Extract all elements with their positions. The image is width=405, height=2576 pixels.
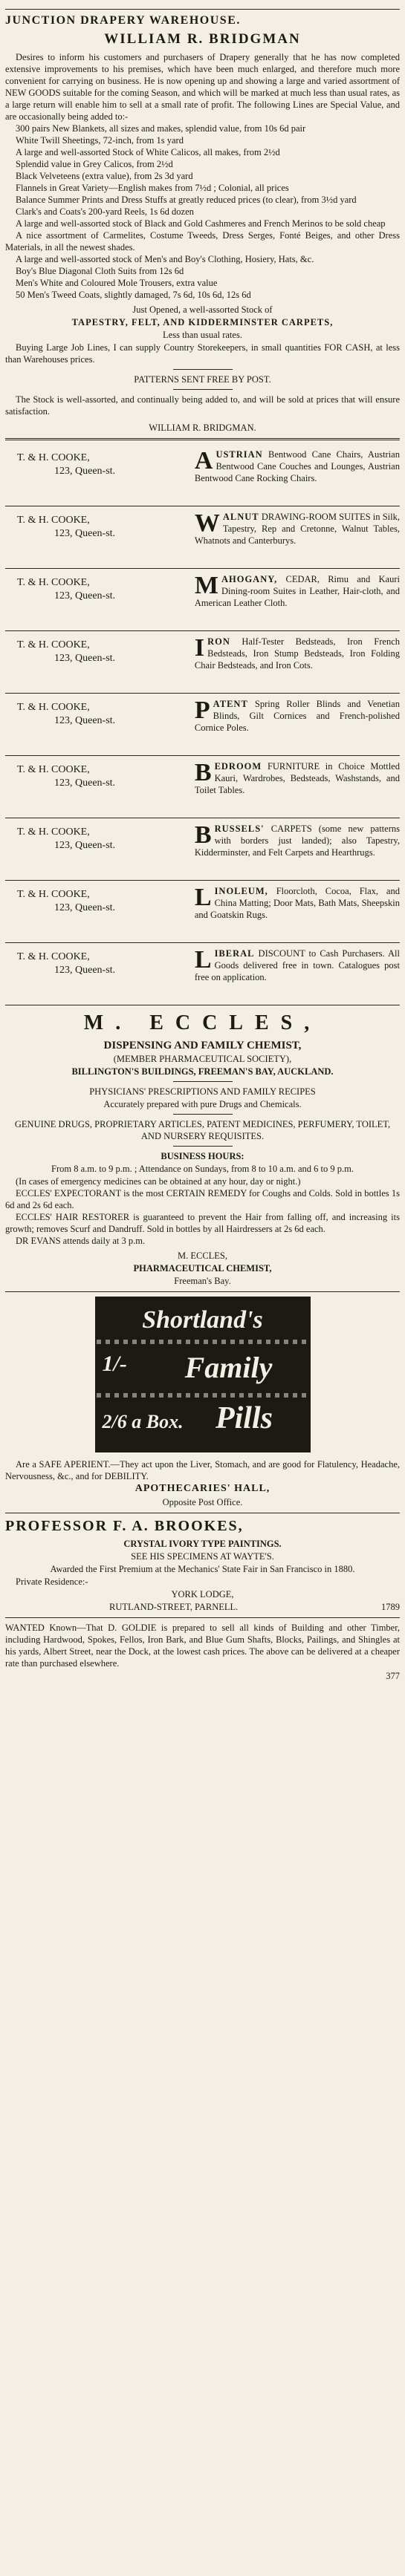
- carpets-line: TAPESTRY, FELT, AND KIDDERMINSTER CARPETS,: [71, 316, 334, 327]
- eccles-hair-restorer: ECCLES' HAIR RESTORER is guaranteed to prevent the Hair from falling off, and increasing its growth; removes Scurf and Dandruff. Sold in bottles by all Hairdressers at 2s 6d each.: [5, 1211, 400, 1234]
- ad-text: Spring Roller Blinds and Venetian Blinds, Gilt Cornices and French-polished Cornice Poles.: [194, 698, 400, 733]
- eccles-title: M. ECCLES,: [83, 1011, 322, 1034]
- just-opened-line: Just Opened, a well-assorted Stock of: [132, 304, 273, 315]
- eccles-prescriptions: PHYSICIANS' PRESCRIPTIONS AND FAMILY RECIPES: [89, 1086, 316, 1097]
- cooke-ad: [5, 881, 400, 943]
- cooke-name: T. & H. COOKE,: [17, 576, 90, 588]
- drapery-item: A large and well-assorted Stock of White Calicos, all makes, from 2½d: [16, 146, 280, 157]
- shortland-banner-illustration: [95, 1297, 311, 1452]
- drapery-item: A large and well-assorted stock of Men's and Boy's Clothing, Hosiery, Hats, &c.: [16, 253, 314, 264]
- shortland-opposite: Opposite Post Office.: [162, 1496, 243, 1507]
- cooke-name: T. & H. COOKE,: [17, 451, 90, 463]
- drapery-item: Men's White and Coloured Mole Trousers, extra value: [16, 277, 218, 288]
- cooke-name: T. & H. COOKE,: [17, 639, 90, 650]
- cooke-name: T. & H. COOKE,: [17, 950, 90, 962]
- drop-cap: P: [194, 696, 210, 724]
- cooke-address: 123, Queen-st.: [54, 652, 116, 664]
- drop-cap: A: [194, 446, 213, 475]
- goldie-number: 377: [386, 1671, 400, 1682]
- job-lines: Buying Large Job Lines, I can supply Country Storekeepers, in small quantities FOR CASH, at less than Warehouses prices.: [5, 342, 400, 365]
- eccles-subtitle: DISPENSING AND FAMILY CHEMIST,: [103, 1039, 302, 1051]
- drapery-item: Balance Summer Prints and Dress Stuffs at greatly reduced prices (to clear), from 3½d yard: [16, 194, 357, 205]
- divider: [5, 9, 400, 10]
- drapery-item: Flannels in Great Variety—English makes from 7½d ; Colonial, all prices: [16, 182, 289, 193]
- ad-text: CARPETS (some new patterns with borders just landed); also Tapestry, Kidderminster, and Felt Carpets and Hearthrugs.: [194, 823, 400, 858]
- cooke-name: T. & H. COOKE,: [17, 514, 90, 526]
- eccles-advertisement: [5, 1010, 400, 1287]
- drop-cap: B: [194, 821, 212, 849]
- lead-word: RUSSELS': [214, 823, 265, 834]
- rates-line: Less than usual rates.: [163, 329, 242, 340]
- lead-word: EDROOM: [214, 760, 262, 772]
- brookes-see: SEE HIS SPECIMENS AT WAYTE'S.: [131, 1551, 274, 1562]
- drop-cap: M: [194, 571, 218, 599]
- cooke-ad: [5, 943, 400, 1005]
- cooke-name: T. & H. COOKE,: [17, 763, 90, 775]
- lead-word: RON: [207, 636, 230, 647]
- cooke-address: 123, Queen-st.: [54, 714, 116, 726]
- goldie-text: WANTED Known—That D. GOLDIE is prepared to sell all kinds of Building and other Timber, including Hardwood, Spokes, Fellos, Iron Bark, and Blue Gum Shafts, Blocks, Pailings, and Shingles at his yards, Albert Street, near the Dock, at the lowest cash prices. The above can be delivered at a cheaper rate than purchased elsewhere.: [5, 1623, 400, 1669]
- drapery-item: A large and well-assorted stock of Black and Gold Cashmeres and French Merinos to be sold cheap: [16, 218, 386, 229]
- eccles-hours: From 8 a.m. to 9 p.m. ; Attendance on Sundays, from 8 to 10 a.m. and 6 to 9 p.m.: [51, 1163, 354, 1174]
- cooke-address: 123, Queen-st.: [54, 964, 116, 976]
- drop-cap: I: [194, 633, 205, 662]
- brookes-award: Awarded the First Premium at the Mechanics' State Fair in San Francisco in 1880.: [50, 1564, 355, 1575]
- banner-price-1: 1/-: [102, 1351, 127, 1376]
- cooke-ad: [5, 818, 400, 881]
- brookes-title: PROFESSOR F. A. BROOKES,: [5, 1517, 244, 1534]
- drapery-signature: WILLIAM R. BRIDGMAN.: [149, 422, 256, 433]
- divider: [5, 1617, 400, 1618]
- drop-cap: L: [194, 945, 212, 974]
- brookes-street: RUTLAND-STREET, PARNELL.: [109, 1602, 239, 1613]
- patterns-line: PATTERNS SENT FREE BY POST.: [134, 374, 271, 385]
- drapery-item: A nice assortment of Carmelites, Costume Tweeds, Dress Serges, Fonté Beiges, and other Dress Materials, in all the newest shades.: [5, 229, 400, 252]
- lead-word: AHOGANY,: [221, 573, 278, 584]
- drapery-item: Boy's Blue Diagonal Cloth Suits from 12s 6d: [16, 265, 184, 276]
- drapery-item: Black Velveteens (extra value), from 2s 3d yard: [16, 170, 193, 181]
- eccles-sig-name: M. ECCLES,: [177, 1250, 228, 1261]
- brookes-residence: Private Residence:-: [16, 1576, 88, 1588]
- brookes-lodge: YORK LODGE,: [171, 1589, 234, 1600]
- divider: [5, 1291, 400, 1292]
- ad-text: Floorcloth, Cocoa, Flax, and China Matting; Door Mats, Bath Mats, Sheepskin and Goatskin Rugs.: [194, 885, 400, 920]
- ad-text: FURNITURE in Choice Mottled Kauri, Wardrobes, Bedsteads, Washstands, and Toilet Tables.: [194, 760, 400, 795]
- cooke-ad: [5, 756, 400, 818]
- eccles-expectorant: ECCLES' EXPECTORANT is the most CERTAIN REMEDY for Coughs and Colds. Sold in bottles 1s 6d and 2s 6d each.: [5, 1187, 400, 1210]
- cooke-advertisements: [5, 444, 400, 1005]
- cooke-address: 123, Queen-st.: [54, 590, 116, 601]
- eccles-buildings: BILLINGTON'S BUILDINGS, FREEMAN'S BAY, AUCKLAND.: [71, 1066, 334, 1077]
- cooke-name: T. & H. COOKE,: [17, 888, 90, 900]
- cooke-ad: [5, 631, 400, 694]
- banner-price-2: 2/6 a Box.: [102, 1410, 184, 1432]
- cooke-address: 123, Queen-st.: [54, 901, 116, 913]
- eccles-genuine: GENUINE DRUGS, PROPRIETARY ARTICLES, PATENT MEDICINES, PERFUMERY, TOILET, AND NURSERY REQUISITES.: [14, 1118, 391, 1141]
- eccles-hours-heading: BUSINESS HOURS:: [161, 1150, 244, 1161]
- cooke-address: 123, Queen-st.: [54, 839, 116, 851]
- drapery-item: White Twill Sheetings, 72-inch, from 1s yard: [16, 134, 184, 146]
- drapery-item: 300 pairs New Blankets, all sizes and makes, splendid value, from 10s 6d pair: [16, 123, 306, 134]
- drop-cap: L: [194, 883, 212, 911]
- shortland-advertisement: [5, 1297, 400, 1508]
- banner-family: Family: [184, 1350, 273, 1384]
- drapery-item: Splendid value in Grey Calicos, from 2½d: [16, 158, 173, 169]
- eccles-member: (MEMBER PHARMACEUTICAL SOCIETY),: [113, 1053, 292, 1064]
- brookes-advertisement: [5, 1517, 400, 1614]
- lead-word: ALNUT: [222, 511, 259, 522]
- drapery-intro: Desires to inform his customers and purchasers of Drapery generally that he has now completed extensive improvements to his premises, which have been much enlarged, and therefore much more convenient for carrying on business. He is now opening up and showing a large and varied assortment of NEW GOODS suitable for the coming Season, and which will be marked at much less than usual rates, as a large return will enable him to sell at a small rate of profit. The following Lines are Special Value, and are occasionally being added to:-: [5, 51, 400, 122]
- cooke-address: 123, Queen-st.: [54, 465, 116, 477]
- ad-text: Half-Tester Bedsteads, Iron French Bedsteads, Iron Stump Bedsteads, Iron Folding Chair Bedsteads, and Iron Cots.: [194, 636, 400, 671]
- eccles-accurately: Accurately prepared with pure Drugs and Chemicals.: [103, 1098, 302, 1109]
- brookes-number: 1789: [381, 1602, 400, 1613]
- cooke-address: 123, Queen-st.: [54, 527, 116, 539]
- banner-pills: Pills: [215, 1401, 273, 1435]
- drapery-proprietor-name: WILLIAM R. BRIDGMAN: [104, 31, 301, 48]
- ad-text: DISCOUNT to Cash Purchasers. All Goods delivered free in town. Catalogues post free on application.: [194, 948, 400, 982]
- cooke-name: T. & H. COOKE,: [17, 701, 90, 713]
- drapery-item: Clark's and Coats's 200-yard Reels, 1s 6d dozen: [16, 206, 194, 217]
- lead-word: IBERAL: [214, 948, 255, 959]
- ad-text: Bentwood Cane Chairs, Austrian Bentwood Cane Couches and Lounges, Austrian Bentwood Cane Rocking Chairs.: [194, 449, 400, 483]
- cooke-ad: [5, 506, 400, 569]
- cooke-ad: [5, 569, 400, 631]
- shortland-hall: APOTHECARIES' HALL,: [135, 1482, 270, 1494]
- cooke-ad: [5, 444, 400, 506]
- cooke-address: 123, Queen-st.: [54, 777, 116, 789]
- divider: [5, 438, 400, 440]
- drapery-advertisement: [5, 9, 400, 434]
- ad-text: DRAWING-ROOM SUITES in Silk, Tapestry, Rep and Cretonne, Walnut Tables, Whatnots and Canterburys.: [194, 511, 400, 546]
- cooke-ad: [5, 694, 400, 756]
- eccles-evans: DR EVANS attends daily at 3 p.m.: [16, 1235, 146, 1246]
- lead-word: USTRIAN: [216, 449, 263, 460]
- eccles-emergency: (In cases of emergency medicines can be obtained at any hour, day or night.): [16, 1175, 301, 1187]
- ad-text: CEDAR, Rimu and Kauri Dining-room Suites in Leather, Hair-cloth, and American Leather Cloth.: [194, 573, 400, 608]
- banner-brand: Shortland's: [142, 1305, 263, 1334]
- eccles-sig-title: PHARMACEUTICAL CHEMIST,: [133, 1262, 272, 1274]
- lead-word: INOLEUM,: [214, 885, 268, 896]
- cooke-name: T. & H. COOKE,: [17, 826, 90, 838]
- goldie-advertisement: [5, 1622, 400, 1682]
- drop-cap: B: [194, 758, 212, 786]
- eccles-sig-place: Freeman's Bay.: [174, 1275, 231, 1286]
- lead-word: ATENT: [213, 698, 248, 709]
- drapery-closing: The Stock is well-assorted, and continually being added to, and will be sold at prices that will ensure satisfaction.: [5, 394, 400, 417]
- drapery-heading: JUNCTION DRAPERY WAREHOUSE.: [5, 14, 241, 27]
- brookes-sub: CRYSTAL IVORY TYPE PAINTINGS.: [123, 1539, 282, 1550]
- drop-cap: W: [194, 509, 220, 537]
- drapery-item: 50 Men's Tweed Coats, slightly damaged, 7s 6d, 10s 6d, 12s 6d: [16, 289, 251, 300]
- shortland-text: Are a SAFE APERIENT.—They act upon the Liver, Stomach, and are good for Flatulency, Headache, Nervousness, &c., and for DEBILITY.: [5, 1458, 400, 1481]
